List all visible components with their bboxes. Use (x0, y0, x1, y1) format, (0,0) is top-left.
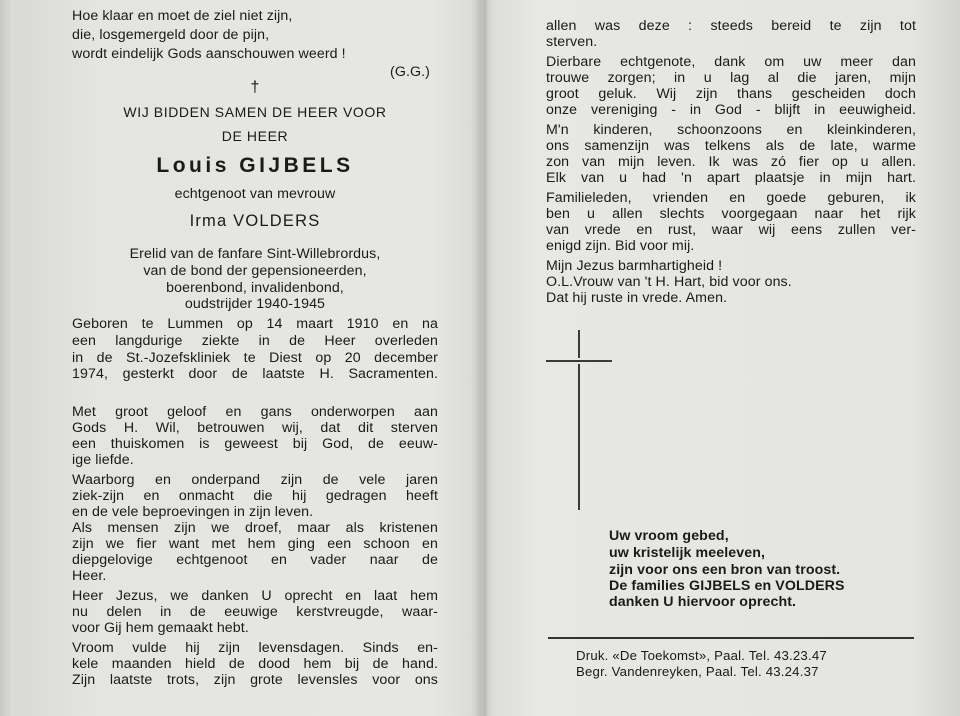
body-line: ziek-zijn en onmacht die hij gedragen heeft (72, 488, 438, 504)
thanks-line: zijn voor ons een bron van troost. (609, 562, 841, 578)
prayer-heading-2: DE HEER (221, 128, 289, 144)
body-line: Elk van u had 'n apart plaatsje in mijn hart. (546, 170, 916, 186)
body-line: Waarborg en onderpand zijn de vele jaren (72, 472, 438, 488)
birth-line: Geboren te Lummen op 14 maart 1910 en na (72, 316, 438, 332)
body-line: Met groot geloof en gans onderworpen aan (72, 404, 438, 420)
body-line: trouwe zorgen; in u lag al die jaren, mijn (546, 70, 916, 86)
cross-glyph-icon: † (250, 79, 260, 96)
birth-line: in de St.-Jozefskliniek te Diest op 20 december (72, 350, 438, 366)
poem-line-3: wordt eindelijk Gods aanschouwen weerd ! (72, 46, 346, 62)
body-line: en de vele beproevingen in zijn leven. (72, 504, 314, 520)
poem-line-1: Hoe klaar en moet de ziel niet zijn, (72, 8, 293, 24)
body-line: zon van mijn leven. Ik was zó fier op u allen. (546, 154, 916, 170)
body-line: Heer Jezus, we danken U oprecht en laat hem (72, 588, 438, 604)
body-line: diepgelovige echtgenoot en vader naar de (72, 552, 438, 568)
body-line: een thuiskomen is geweest bij God, de eeuw- (72, 436, 438, 452)
body-line: ige liefde. (72, 452, 134, 468)
birth-line: een langdurige ziekte in de Heer overleden (72, 333, 438, 349)
body-line: allen was deze : steeds bereid te zijn tot (546, 18, 916, 34)
thanks-line: danken U hiervoor oprecht. (609, 594, 797, 610)
spouse-label: echtgenoot van mevrouw (174, 186, 336, 202)
printer-line: Druk. «De Toekomst», Paal. Tel. 43.23.47 (576, 648, 827, 663)
body-line: O.L.Vrouw van 't H. Hart, bid voor ons. (546, 274, 792, 290)
body-line: Zijn laatste trots, zijn grote levensles voor ons (72, 672, 438, 688)
thanks-line: uw kristelijk meeleven, (609, 545, 766, 561)
card-fold (476, 0, 494, 716)
body-line: onze vereniging - in God - blijft in eeuwigheid. (546, 102, 916, 118)
body-line: ben u allen slechts voorgegaan naar het rijk (546, 206, 916, 222)
body-line: Dierbare echtgenote, dank om uw meer dan (546, 54, 916, 70)
body-line: voor Gij hem gemaakt hebt. (72, 620, 249, 636)
honor-line: Erelid van de fanfare Sint-Willebrordus, (129, 246, 381, 262)
body-line: Mijn Jezus barmhartigheid ! (546, 258, 723, 274)
honor-line: boerenbond, invalidenbond, (166, 280, 344, 296)
body-line: Dat hij ruste in vrede. Amen. (546, 290, 728, 306)
printer-divider (548, 637, 914, 639)
spouse-name: Irma VOLDERS (189, 212, 321, 230)
poem-signature: (G.G.) (390, 64, 431, 80)
card-edge (0, 0, 14, 716)
printer-line: Begr. Vandenreyken, Paal. Tel. 43.24.37 (576, 664, 819, 679)
body-line: zijn we fier want met hem ging een schoon en (72, 536, 438, 552)
body-line: Gods H. Wil, betrouwen wij, dat dit sterven (72, 420, 438, 436)
thanks-line: Uw vroom gebed, (609, 528, 729, 544)
prayer-heading: WIJ BIDDEN SAMEN DE HEER VOOR (123, 104, 387, 120)
body-line: van vrede en rust, waar wij eens zullen ver- (546, 222, 916, 238)
body-line: ons samenzijn was telkens als de late, warme (546, 138, 916, 154)
honor-line: oudstrijder 1940-1945 (184, 296, 326, 312)
body-line: Heer. (72, 568, 107, 584)
poem-line-2: die, losgemergeld door de pijn, (72, 27, 270, 43)
honor-line: van de bond der gepensioneerden, (143, 263, 367, 279)
deceased-name: Louis GIJBELS (156, 154, 354, 177)
thanks-line: De families GIJBELS en VOLDERS (609, 578, 845, 594)
cross-icon (578, 330, 580, 510)
body-line: kele maanden hield de dood hem bij de hand. (72, 656, 438, 672)
body-line: groot geluk. Wij zijn thans gescheiden doch (546, 86, 916, 102)
cross-bar (546, 360, 612, 362)
body-line: Vroom vulde hij zijn levensdagen. Sinds en- (72, 640, 438, 656)
body-line: Familieleden, vrienden en goede geburen, ik (546, 190, 916, 206)
body-line: M'n kinderen, schoonzoons en kleinkinderen, (546, 122, 916, 138)
body-line: Als mensen zijn we droef, maar als kristenen (72, 520, 438, 536)
body-line: enigd zijn. Bid voor mij. (546, 238, 695, 254)
body-line: sterven. (546, 34, 598, 50)
birth-line: 1974, gesterkt door de laatste H. Sacramenten. (72, 366, 438, 382)
body-line: nu delen in de eeuwige kerstvreugde, waar- (72, 604, 438, 620)
left-panel (72, 0, 438, 716)
